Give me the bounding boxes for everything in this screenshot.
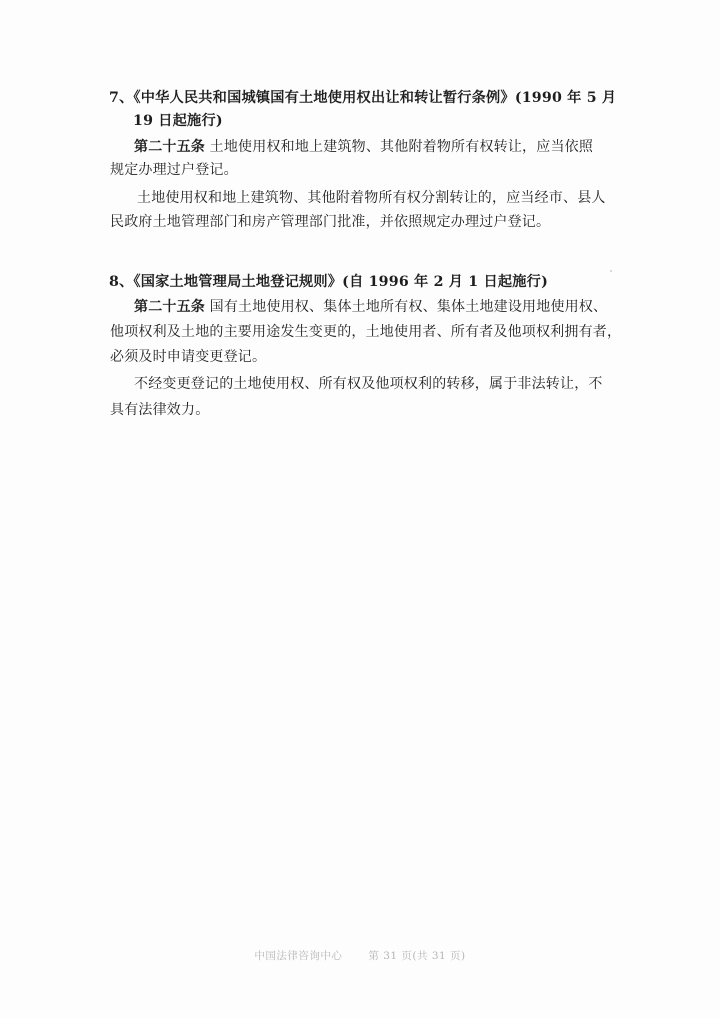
section-8-para-1-line-2: 他项权利及土地的主要用途发生变更的，土地使用者、所有者及他项权利拥有者， [110,324,622,340]
section-8-para-1-line-3: 必须及时申请变更登记。 [110,349,267,365]
section-7-para-1-line-1: 土地使用权和地上建筑物、其他附着物所有权转让，应当依照 [205,139,594,155]
section-7-article-label: 第二十五条 [134,139,205,155]
footer-page-number: 第 31 页(共 31 页) [368,950,466,962]
section-8-article-label: 第二十五条 [134,299,205,315]
section-7-para-2-line-1: 土地使用权和地上建筑物、其他附着物所有权分割转让的，应当经市、县人 [137,190,606,206]
section-7-heading-line-2: 19 日起施行) [133,113,223,129]
section-7-para-1-line-2: 规定办理过户登记。 [110,162,238,178]
section-7-article-paragraph-1 [134,137,593,157]
section-8-para-2-line-1: 不经变更登记的土地使用权、所有权及他项权利的转移，属于非法转让，不 [134,376,603,392]
section-7-heading-line-1: 7、《中华人民共和国城镇国有土地使用权出让和转让暂行条例》(1990 年 5 月 [109,90,617,106]
footer-organization: 中国法律咨询中心 [254,950,343,962]
section-8-para-2-line-2: 具有法律效力。 [110,402,210,418]
section-8-article-paragraph-1 [134,297,607,317]
scan-speck [610,270,612,272]
page-footer [0,948,720,963]
section-8-heading: 8、《国家土地管理局土地登记规则》(自 1996 年 2 月 1 日起施行) [109,274,548,290]
section-7-para-2-line-2: 民政府土地管理部门和房产管理部门批准，并依照规定办理过户登记。 [110,214,551,230]
section-8-para-1-line-1: 国有土地使用权、集体土地所有权、集体土地建设用地使用权、 [205,299,608,315]
